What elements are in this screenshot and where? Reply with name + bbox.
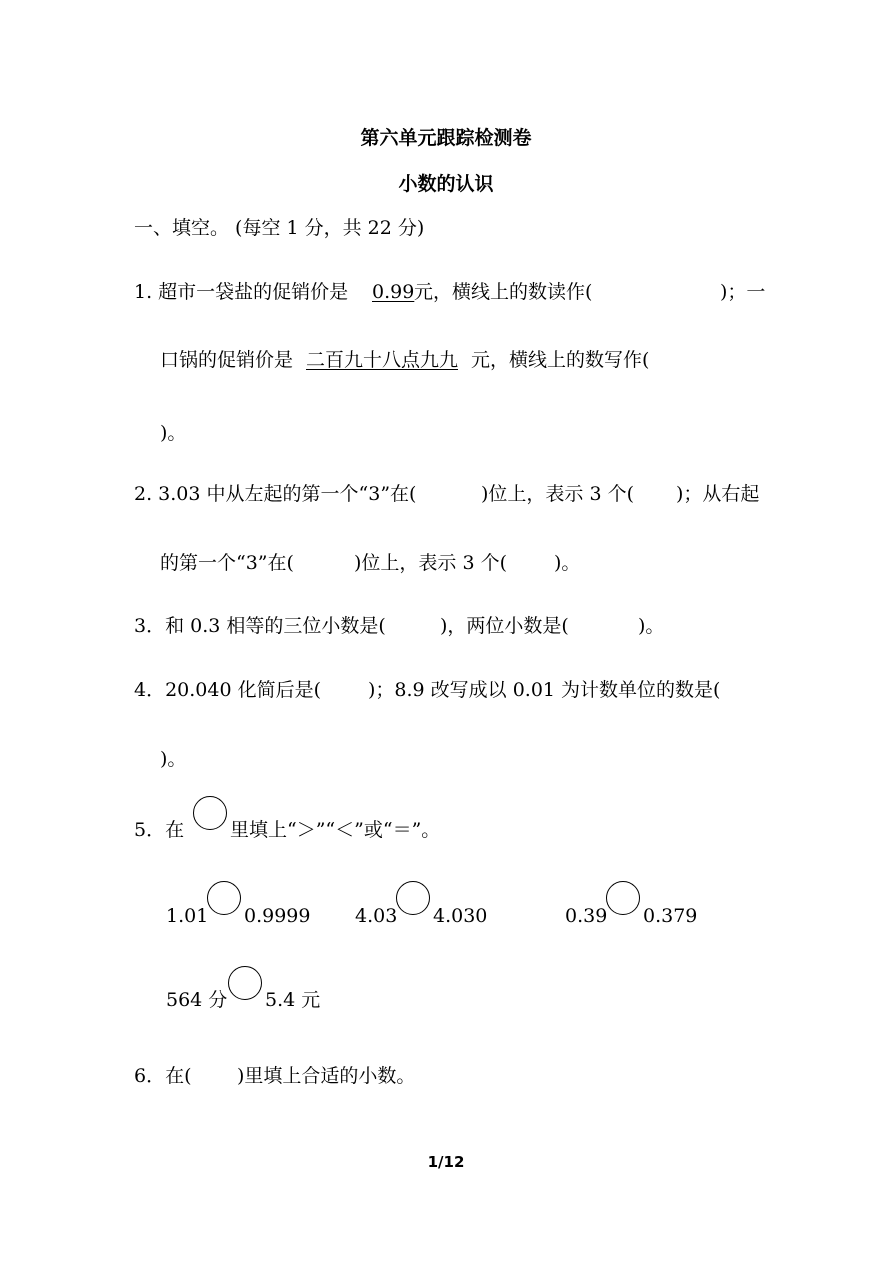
- page-title: 第六单元跟踪检测卷: [360, 127, 532, 149]
- compare3-left: 0.39: [565, 905, 608, 927]
- q1-line2-underlined: 二百九十八点九九: [306, 349, 459, 371]
- compare3-right: 0.379: [643, 905, 698, 927]
- q6-b: )里填上合适的小数。: [237, 1065, 416, 1087]
- section-heading: 一、填空。 (每空 1 分，共 22 分): [134, 217, 425, 239]
- q4-b: )；8.9 改写成以 0.01 为计数单位的数是(: [368, 679, 721, 701]
- q4-c: )。: [160, 748, 187, 770]
- compare2-circle[interactable]: [396, 881, 430, 915]
- compare4-left: 564 分: [166, 989, 228, 1011]
- q1-line2-a: 口锅的促销价是: [160, 349, 294, 371]
- compare3-circle[interactable]: [606, 881, 640, 915]
- q2-line1-b: )位上，表示 3 个(: [481, 483, 634, 505]
- q3-a: 3．和 0.3 相等的三位小数是(: [134, 615, 386, 637]
- q1-line1-c: )；一: [720, 281, 766, 303]
- q2-line1-a: 2. 3.03 中从左起的第一个“3”在(: [134, 483, 417, 505]
- q1-line3: )。: [160, 422, 187, 444]
- q1-line1-b: 元，横线上的数读作(: [414, 281, 593, 303]
- compare1-right: 0.9999: [244, 905, 311, 927]
- compare2-right: 4.030: [433, 905, 488, 927]
- q5-a: 5．在: [134, 819, 185, 841]
- compare1-circle[interactable]: [207, 881, 241, 915]
- compare4-right: 5.4 元: [265, 989, 321, 1011]
- q2-line2-c: )。: [554, 552, 581, 574]
- q3-b: )，两位小数是(: [440, 615, 569, 637]
- q2-line1-c: )；从右起: [676, 483, 760, 505]
- page-subtitle: 小数的认识: [398, 173, 494, 195]
- page-number: 1/12: [427, 1153, 465, 1171]
- q2-line2-b: )位上，表示 3 个(: [354, 552, 507, 574]
- compare4-circle[interactable]: [228, 966, 262, 1000]
- q1-line1-a: 1. 超市一袋盐的促销价是: [134, 281, 349, 303]
- q1-line2-b: 元，横线上的数写作(: [471, 349, 650, 371]
- q3-c: )。: [638, 615, 665, 637]
- compare1-left: 1.01: [166, 905, 209, 927]
- q4-a: 4．20.040 化简后是(: [134, 679, 322, 701]
- q2-line2-a: 的第一个“3”在(: [160, 552, 294, 574]
- q5-b: 里填上“＞”“＜”或“＝”。: [230, 819, 441, 841]
- q1-line1-underlined: 0.99: [372, 281, 415, 303]
- q6-a: 6．在(: [134, 1065, 192, 1087]
- compare-circle-icon: [193, 796, 227, 830]
- compare2-left: 4.03: [355, 905, 398, 927]
